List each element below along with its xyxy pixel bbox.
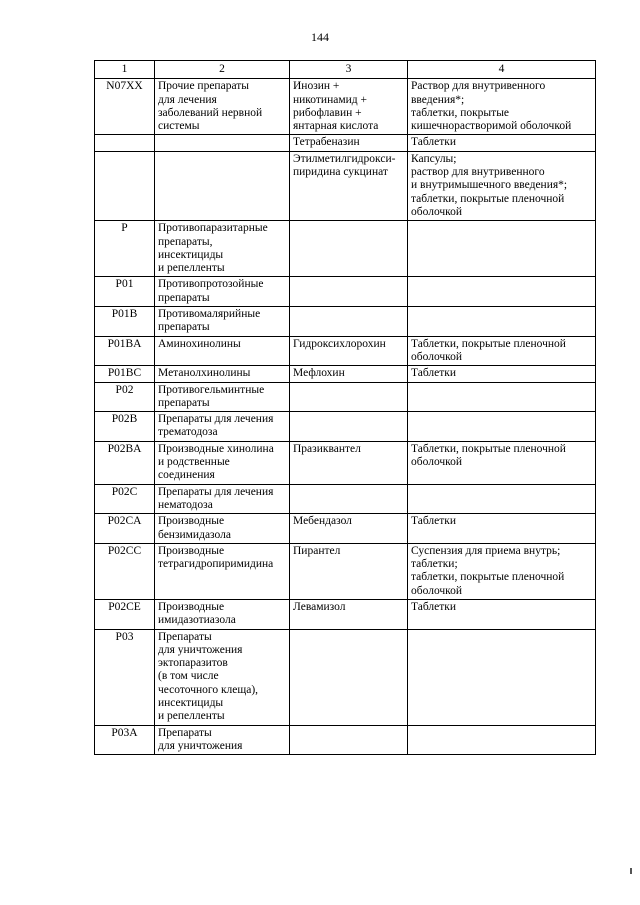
dosage-form-cell — [408, 382, 596, 412]
table-row — [95, 599, 596, 629]
drug-name-cell: Гидроксихлорохин — [290, 336, 408, 366]
drug-name-cell: Этилметилгидрокси- пиридина сукцинат — [290, 151, 408, 220]
atc-code-cell: P02BA — [95, 441, 155, 484]
group-name-cell — [155, 135, 290, 151]
table-row — [95, 151, 596, 220]
table-row — [95, 135, 596, 151]
dosage-form-cell — [408, 221, 596, 277]
dosage-form-cell: Таблетки — [408, 599, 596, 629]
dosage-form-cell: Таблетки — [408, 366, 596, 382]
column-header-4: 4 — [408, 61, 596, 79]
group-name-cell: Противопаразитарные препараты, инсектициды и репелленты — [155, 221, 290, 277]
dosage-form-cell — [408, 277, 596, 307]
table-row — [95, 484, 596, 514]
group-name-cell: Производные тетрагидропиримидина — [155, 543, 290, 599]
dosage-form-cell: Таблетки — [408, 135, 596, 151]
column-header-3: 3 — [290, 61, 408, 79]
group-name-cell: Производные имидазотиазола — [155, 599, 290, 629]
table-row — [95, 277, 596, 307]
atc-code-cell: P — [95, 221, 155, 277]
page-number: 144 — [311, 30, 329, 44]
atc-code-cell — [95, 151, 155, 220]
drug-table — [94, 60, 596, 755]
dosage-form-cell — [408, 412, 596, 442]
group-name-cell: Препараты для уничтожения — [155, 725, 290, 755]
table-row — [95, 543, 596, 599]
drug-name-cell — [290, 484, 408, 514]
drug-name-cell: Тетрабеназин — [290, 135, 408, 151]
dosage-form-cell: Таблетки, покрытые пленочной оболочкой — [408, 336, 596, 366]
atc-code-cell: P01BC — [95, 366, 155, 382]
atc-code-cell: P02CE — [95, 599, 155, 629]
drug-name-cell: Инозин + никотинамид + рибофлавин + янтарная кислота — [290, 79, 408, 135]
group-name-cell: Препараты для лечения нематодоза — [155, 484, 290, 514]
drug-name-cell — [290, 307, 408, 337]
drug-name-cell — [290, 382, 408, 412]
dosage-form-cell: Раствор для внутривенного введения*; таблетки, покрытые кишечнорастворимой оболочкой — [408, 79, 596, 135]
column-header-2: 2 — [155, 61, 290, 79]
drug-name-cell: Мебендазол — [290, 514, 408, 544]
atc-code-cell: P02CA — [95, 514, 155, 544]
column-header-1: 1 — [95, 61, 155, 79]
table-row — [95, 307, 596, 337]
drug-name-cell — [290, 221, 408, 277]
drug-name-cell: Мефлохин — [290, 366, 408, 382]
group-name-cell: Противогельминтные препараты — [155, 382, 290, 412]
group-name-cell: Препараты для лечения трематодоза — [155, 412, 290, 442]
group-name-cell: Метанолхинолины — [155, 366, 290, 382]
group-name-cell — [155, 151, 290, 220]
table-row — [95, 725, 596, 755]
dosage-form-cell: Капсулы; раствор для внутривенного и внутримышечного введения*; таблетки, покрытые пленочной оболочкой — [408, 151, 596, 220]
dosage-form-cell: Суспензия для приема внутрь; таблетки; таблетки, покрытые пленочной оболочкой — [408, 543, 596, 599]
dosage-form-cell — [408, 725, 596, 755]
drug-name-cell — [290, 725, 408, 755]
atc-code-cell: P02C — [95, 484, 155, 514]
dosage-form-cell — [408, 484, 596, 514]
drug-name-cell: Празиквантел — [290, 441, 408, 484]
group-name-cell: Прочие препараты для лечения заболеваний нервной системы — [155, 79, 290, 135]
group-name-cell: Препараты для уничтожения эктопаразитов (в том числе чесоточного клеща), инсектициды и репелленты — [155, 629, 290, 725]
atc-code-cell: P02 — [95, 382, 155, 412]
atc-code-cell: P01 — [95, 277, 155, 307]
dosage-form-cell — [408, 307, 596, 337]
atc-code-cell: P02B — [95, 412, 155, 442]
group-name-cell: Производные хинолина и родственные соединения — [155, 441, 290, 484]
table-row — [95, 629, 596, 725]
table-row — [95, 514, 596, 544]
atc-code-cell — [95, 135, 155, 151]
table-row — [95, 441, 596, 484]
atc-code-cell: P03A — [95, 725, 155, 755]
scan-edge-mark — [630, 868, 632, 874]
atc-code-cell: P01BA — [95, 336, 155, 366]
dosage-form-cell: Таблетки, покрытые пленочной оболочкой — [408, 441, 596, 484]
dosage-form-cell: Таблетки — [408, 514, 596, 544]
atc-code-cell: N07XX — [95, 79, 155, 135]
table-header-row — [95, 61, 596, 79]
drug-name-cell: Пирантел — [290, 543, 408, 599]
group-name-cell: Производные бензимидазола — [155, 514, 290, 544]
drug-name-cell: Левамизол — [290, 599, 408, 629]
table-row — [95, 412, 596, 442]
table-row — [95, 336, 596, 366]
atc-code-cell: P02CC — [95, 543, 155, 599]
table-row — [95, 221, 596, 277]
table-row — [95, 79, 596, 135]
drug-name-cell — [290, 412, 408, 442]
drug-name-cell — [290, 277, 408, 307]
group-name-cell: Аминохинолины — [155, 336, 290, 366]
group-name-cell: Противопротозойные препараты — [155, 277, 290, 307]
atc-code-cell: P01B — [95, 307, 155, 337]
table-row — [95, 382, 596, 412]
drug-name-cell — [290, 629, 408, 725]
atc-code-cell: P03 — [95, 629, 155, 725]
group-name-cell: Противомалярийные препараты — [155, 307, 290, 337]
dosage-form-cell — [408, 629, 596, 725]
table-row — [95, 366, 596, 382]
